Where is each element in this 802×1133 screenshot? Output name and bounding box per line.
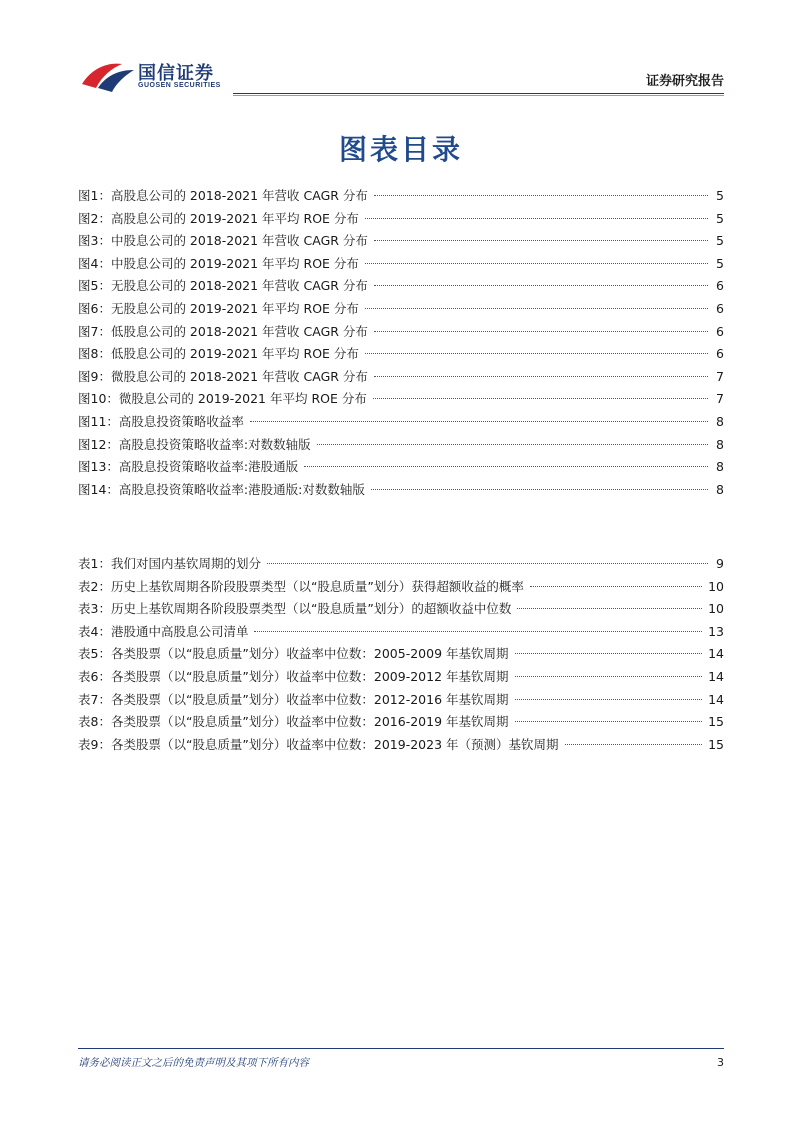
toc-entry-title: 高股息公司的 2019-2021 年平均 ROE 分布 [110, 210, 359, 226]
toc-entry-title: 各类股票（以“股息质量”划分）收益率中位数：2012-2016 年基钦周期 [110, 691, 509, 707]
toc-entry-label: 图2： [78, 210, 111, 226]
toc-entry-title: 无股息公司的 2019-2021 年平均 ROE 分布 [110, 300, 359, 316]
toc-entry-label: 表8： [78, 714, 111, 730]
toc-entry-page: 14 [708, 691, 724, 707]
table-toc-entry[interactable] [78, 553, 724, 576]
figure-toc-entry[interactable] [78, 253, 724, 276]
toc-entry-page: 6 [716, 300, 724, 316]
toc-entry-page: 8 [716, 413, 724, 429]
table-toc-entry[interactable] [78, 711, 724, 734]
toc-entry-label: 图4： [78, 255, 111, 271]
toc-dot-leader [254, 631, 702, 632]
guosen-logo-icon [78, 58, 136, 92]
footer-disclaimer: 请务必阅读正文之后的免责声明及其项下所有内容 [78, 1057, 309, 1069]
toc-entry-title: 高股息投资策略收益率:港股通版 [118, 459, 299, 475]
toc-entry-label: 图13： [78, 459, 119, 475]
toc-entry-title: 港股通中高股息公司清单 [110, 623, 249, 639]
toc-entry-page: 8 [716, 436, 724, 452]
toc-entry-label: 图8： [78, 346, 111, 362]
toc-entry-label: 表1： [78, 556, 111, 571]
toc-entry-page: 14 [708, 646, 724, 662]
toc-entry-label: 图6： [78, 300, 111, 316]
toc-entry-label: 图11： [78, 413, 119, 429]
toc-dot-leader [374, 285, 708, 286]
toc-entry-title: 高股息投资策略收益率 [118, 413, 244, 429]
toc-entry-page: 5 [716, 255, 724, 271]
toc-entry-page: 6 [716, 346, 724, 362]
figure-list [78, 185, 724, 501]
toc-dot-leader [374, 331, 708, 332]
table-toc-entry[interactable] [78, 643, 724, 666]
toc-entry-page: 10 [708, 578, 724, 594]
toc-entry-title: 微股息公司的 2019-2021 年平均 ROE 分布 [118, 391, 367, 407]
toc-dot-leader [365, 308, 708, 309]
toc-entry-page: 8 [716, 481, 724, 497]
figure-toc-entry[interactable] [78, 411, 724, 434]
toc-dot-leader [267, 563, 708, 564]
figure-toc-entry[interactable] [78, 275, 724, 298]
page-header [78, 58, 724, 96]
table-toc-entry[interactable] [78, 598, 724, 621]
report-type-label: 证券研究报告 [645, 74, 724, 89]
toc-entry-title: 高股息公司的 2018-2021 年营收 CAGR 分布 [110, 188, 368, 203]
toc-dot-leader [365, 218, 708, 219]
toc-entry-label: 图5： [78, 278, 111, 294]
toc-entry-title: 历史上基钦周期各阶段股票类型（以“股息质量”划分）获得超额收益的概率 [110, 578, 524, 594]
toc-entry-page: 9 [716, 556, 724, 571]
toc-entry-title: 各类股票（以“股息质量”划分）收益率中位数：2009-2012 年基钦周期 [110, 668, 509, 684]
toc-entry-title: 低股息公司的 2018-2021 年营收 CAGR 分布 [110, 323, 368, 339]
toc-entry-title: 各类股票（以“股息质量”划分）收益率中位数：2016-2019 年基钦周期 [110, 714, 509, 730]
toc-entry-page: 15 [708, 736, 724, 752]
table-toc-entry[interactable] [78, 621, 724, 644]
toc-entry-title: 中股息公司的 2018-2021 年营收 CAGR 分布 [110, 233, 368, 249]
table-toc-entry[interactable] [78, 576, 724, 599]
toc-dot-leader [565, 744, 703, 745]
page-number: 3 [717, 1056, 724, 1069]
toc-entry-page: 8 [716, 459, 724, 475]
toc-entry-page: 6 [716, 323, 724, 339]
toc-entry-title: 高股息投资策略收益率:对数数轴版 [118, 436, 311, 452]
footer-divider [78, 1048, 724, 1049]
toc-entry-label: 表6： [78, 668, 111, 684]
toc-entry-label: 表2： [78, 578, 111, 594]
table-toc-entry[interactable] [78, 689, 724, 712]
page-title: 图表目录 [338, 133, 463, 166]
toc-dot-leader [371, 489, 708, 490]
toc-entry-title: 微股息公司的 2018-2021 年营收 CAGR 分布 [110, 368, 368, 384]
toc-entry-page: 7 [716, 368, 724, 384]
toc-entry-title: 各类股票（以“股息质量”划分）收益率中位数：2005-2009 年基钦周期 [110, 646, 509, 662]
toc-entry-page: 5 [716, 233, 724, 249]
toc-dot-leader [374, 376, 708, 377]
toc-entry-label: 图7： [78, 323, 111, 339]
toc-entry-label: 表7： [78, 691, 111, 707]
toc-dot-leader [365, 263, 708, 264]
figure-toc-entry[interactable] [78, 321, 724, 344]
figure-toc-entry[interactable] [78, 456, 724, 479]
figure-toc-entry[interactable] [78, 230, 724, 253]
toc-dot-leader [515, 721, 703, 722]
toc-entry-label: 表3： [78, 601, 111, 617]
figure-toc-entry[interactable] [78, 343, 724, 366]
toc-entry-page: 6 [716, 278, 724, 294]
toc-entry-label: 表9： [78, 736, 111, 752]
toc-entry-page: 13 [708, 623, 724, 639]
toc-entry-title: 中股息公司的 2019-2021 年平均 ROE 分布 [110, 255, 359, 271]
header-divider-secondary [233, 95, 724, 96]
figure-toc-entry[interactable] [78, 388, 724, 411]
toc-dot-leader [530, 586, 702, 587]
toc-dot-leader [515, 676, 703, 677]
figure-toc-entry[interactable] [78, 479, 724, 502]
toc-entry-title: 无股息公司的 2018-2021 年营收 CAGR 分布 [110, 278, 368, 294]
toc-entry-title: 各类股票（以“股息质量”划分）收益率中位数：2019-2023 年（预测）基钦周期 [110, 736, 559, 752]
toc-dot-leader [517, 608, 702, 609]
toc-entry-title: 低股息公司的 2019-2021 年平均 ROE 分布 [110, 346, 359, 362]
header-divider [233, 93, 724, 94]
toc-entry-title: 我们对国内基钦周期的划分 [110, 556, 261, 571]
figure-toc-entry[interactable] [78, 434, 724, 457]
table-list [78, 553, 724, 756]
toc-dot-leader [374, 195, 708, 196]
toc-entry-label: 图3： [78, 233, 111, 249]
toc-entry-label: 图10： [78, 391, 119, 407]
toc-entry-label: 表4： [78, 623, 111, 639]
toc-entry-page: 7 [716, 391, 724, 407]
toc-entry-label: 图1： [78, 188, 111, 203]
toc-entry-page: 5 [716, 188, 724, 203]
toc-dot-leader [317, 444, 708, 445]
figure-toc-entry[interactable] [78, 185, 724, 208]
table-toc-entry[interactable] [78, 734, 724, 757]
figure-toc-entry[interactable] [78, 208, 724, 231]
toc-entry-page: 14 [708, 668, 724, 684]
toc-entry-page: 10 [708, 601, 724, 617]
toc-dot-leader [304, 466, 708, 467]
toc-entry-label: 图9： [78, 368, 111, 384]
toc-dot-leader [515, 653, 703, 654]
figure-toc-entry[interactable] [78, 366, 724, 389]
toc-entry-label: 表5： [78, 646, 111, 662]
table-toc-entry[interactable] [78, 666, 724, 689]
toc-dot-leader [250, 421, 708, 422]
toc-dot-leader [365, 353, 708, 354]
figure-toc-entry[interactable] [78, 298, 724, 321]
toc-entry-label: 图14： [78, 481, 119, 497]
brand-name-en: GUOSEN SECURITIES [138, 82, 221, 89]
toc-dot-leader [374, 240, 708, 241]
toc-entry-title: 高股息投资策略收益率:港股通版:对数数轴版 [118, 481, 365, 497]
toc-entry-page: 5 [716, 210, 724, 226]
toc-entry-label: 图12： [78, 436, 119, 452]
brand-name-cn: 国信证券 [138, 63, 214, 84]
toc-entry-title: 历史上基钦周期各阶段股票类型（以“股息质量”划分）的超额收益中位数 [110, 601, 512, 617]
toc-entry-page: 15 [708, 714, 724, 730]
toc-dot-leader [515, 699, 703, 700]
toc-dot-leader [373, 398, 708, 399]
